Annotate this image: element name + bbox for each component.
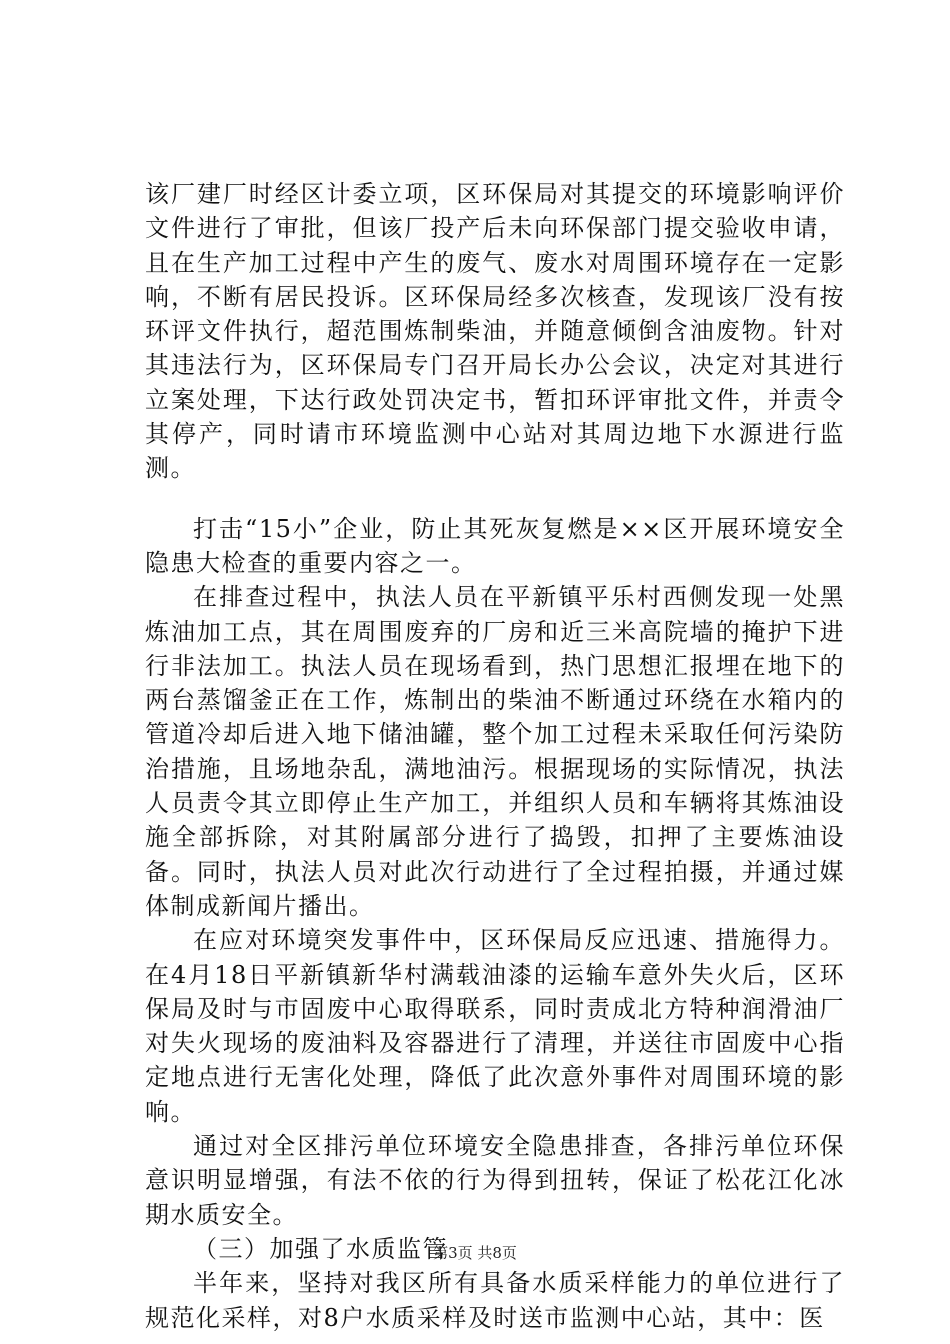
paragraph-inspection: 在排查过程中，执法人员在平新镇平乐村西侧发现一处黑炼油加工点，其在周围废弃的厂房和近三米高院墙的掩护下进行非法加工。执法人员在现场看到，热门思想汇报埋在地下的两台蒸馏釜正在工作，炼制出的柴油不断通过环绕在水箱内的管道冷却后进入地下储油罐，整个加工过程未采取任何污染防治措施，且场地杂乱，满地油污。根据现场的实际情况，执法人员责令其立即停止生产加工，并组织人员和车辆将其炼油设施全部拆除，对其附属部分进行了捣毁，扣押了主要炼油设备。同时，执法人员对此次行动进行了全过程拍摄，并通过媒体制成新闻片播出。	[145, 583, 845, 920]
paragraph-gap	[145, 486, 845, 512]
paragraph-water-quality: 半年来，坚持对我区所有具备水质采样能力的单位进行了规范化采样，对8户水质采样及时送市监测中心站，其中：医	[145, 1269, 845, 1332]
document-body	[145, 177, 845, 1335]
page-footer: 第3页 共8页	[433, 1244, 517, 1262]
paragraph-crackdown: 打击“15小”企业，防止其死灰复燃是××区开展环境安全隐患大检查的重要内容之一。	[145, 514, 845, 577]
paragraph-emergency: 在应对环境突发事件中，区环保局反应迅速、措施得力。在4月18日平新镇新华村满载油漆的运输车意外失火后，区环保局及时与市固废中心取得联系，同时责成北方特种润滑油厂对失火现场的废油料及容器进行了清理，并送往市固废中心指定地点进行无害化处理，降低了此次意外事件对周围环境的影响。	[145, 926, 845, 1126]
section-heading: （三）加强了水质监管	[193, 1234, 448, 1263]
paragraph-result: 通过对全区排污单位环境安全隐患排查，各排污单位环保意识明显增强，有法不依的行为得到扭转，保证了松花江化冰期水质安全。	[145, 1132, 845, 1229]
paragraph-factory-case: 该厂建厂时经区计委立项，区环保局对其提交的环境影响评价文件进行了审批，但该厂投产后未向环保部门提交验收申请，且在生产加工过程中产生的废气、废水对周围环境存在一定影响，不断有居民投诉。区环保局经多次核查，发现该厂没有按环评文件执行，超范围炼制柴油，并随意倾倒含油废物。针对其违法行为，区环保局专门召开局长办公会议，决定对其进行立案处理，下达行政处罚决定书，暂扣环评审批文件，并责令其停产，同时请市环境监测中心站对其周边地下水源进行监测。	[145, 180, 845, 483]
